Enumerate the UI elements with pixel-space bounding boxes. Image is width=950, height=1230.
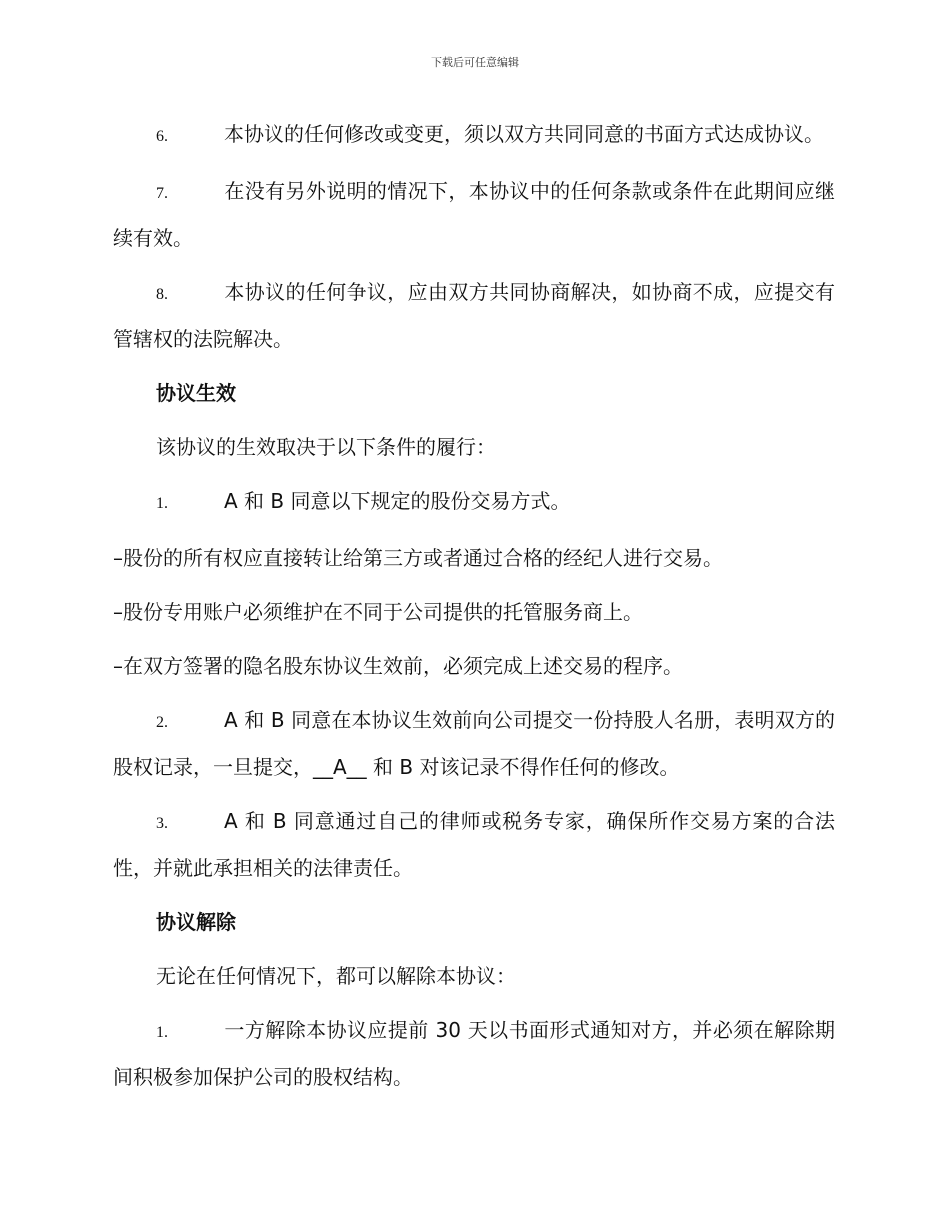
clause-text: 本协议的任何修改或变更，须以双方共同同意的书面方式达成协议。 (224, 122, 824, 146)
clause-number: 6. (156, 128, 168, 145)
item-number: 1. (156, 495, 168, 512)
clause-7 (113, 169, 835, 260)
item-text: 一方解除本协议应提前 30 天以书面形式通知对方，并必须在解除期间积极参加保护公司的股权结构。 (113, 1018, 835, 1089)
clause-text: 本协议的任何争议，应由双方共同协商解决，如协商不成，应提交有管辖权的法院解决。 (113, 280, 835, 351)
item-number: 2. (156, 714, 168, 731)
document-body (113, 112, 835, 1109)
clause-6 (113, 112, 835, 159)
dash-item-1: –股份的所有权应直接转让给第三方或者通过合格的经纪人进行交易。 (113, 546, 723, 570)
item-number: 3. (156, 815, 168, 832)
item-text: A 和 B 同意以下规定的股份交易方式。 (224, 489, 571, 513)
section-heading-effect: 协议生效 (156, 381, 236, 405)
clause-number: 7. (156, 185, 168, 202)
effect-item-3 (113, 799, 835, 890)
section-intro-effect: 该协议的生效取决于以下条件的履行： (156, 435, 496, 459)
page-header: 下载后可任意编辑 (431, 56, 519, 69)
clause-text: 在没有另外说明的情况下，本协议中的任何条款或条件在此期间应继续有效。 (113, 179, 835, 250)
dash-item-2: –股份专用账户必须维护在不同于公司提供的托管服务商上。 (113, 600, 643, 624)
item-number: 1. (156, 1024, 168, 1041)
section-heading-termination: 协议解除 (156, 910, 236, 934)
effect-item-2 (113, 698, 835, 789)
clause-number: 8. (156, 286, 168, 303)
clause-8 (113, 270, 835, 361)
section-intro-termination: 无论在任何情况下，都可以解除本协议： (156, 964, 516, 988)
item-text: A 和 B 同意在本协议生效前向公司提交一份持股人名册，表明双方的股权记录，一旦提交，__A__ 和 B 对该记录不得作任何的修改。 (113, 708, 835, 779)
dash-item-3: –在双方签署的隐名股东协议生效前，必须完成上述交易的程序。 (113, 654, 683, 678)
effect-item-1 (113, 479, 835, 526)
termination-item-1 (113, 1008, 835, 1099)
item-text: A 和 B 同意通过自己的律师或税务专家，确保所作交易方案的合法性，并就此承担相关的法律责任。 (113, 809, 835, 880)
